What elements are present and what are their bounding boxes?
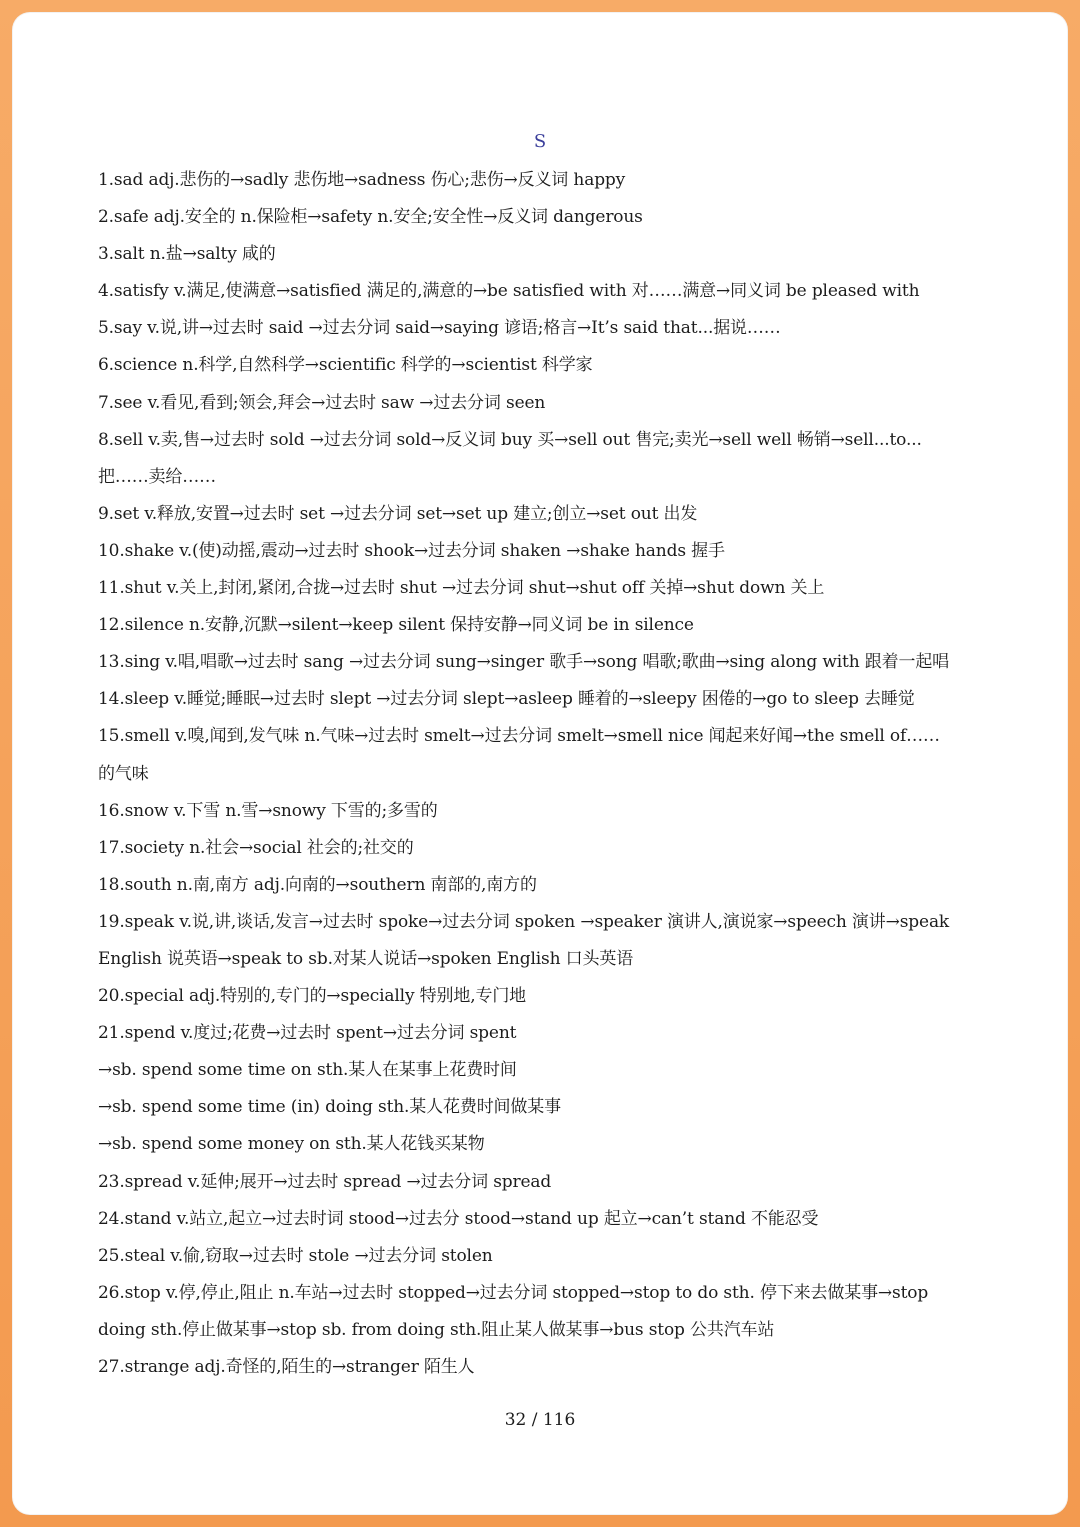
vocabulary-line: 15.smell v.嗅,闻到,发气味 n.气味→过去时 smelt→过去分词 smelt→smell nice 闻起来好闻→the smell of…… bbox=[98, 726, 940, 747]
vocabulary-line: 20.special adj.特别的,专门的→specially 特别地,专门地 bbox=[98, 986, 527, 1007]
vocabulary-list bbox=[98, 162, 998, 1386]
vocabulary-line: 1.sad adj.悲伤的→sadly 悲伤地→sadness 伤心;悲伤→反义词 happy bbox=[98, 170, 626, 190]
vocabulary-line: 25.steal v.偷,窃取→过去时 stole →过去分词 stolen bbox=[98, 1245, 493, 1266]
vocabulary-line: 17.society n.社会→social 社会的;社交的 bbox=[98, 837, 414, 858]
vocabulary-line: 26.stop v.停,停止,阻止 n.车站→过去时 stopped→过去分词 stopped→stop to do sth. 停下来去做某事→stop bbox=[98, 1282, 929, 1303]
vocabulary-line: 7.see v.看见,看到;领会,拜会→过去时 saw →过去分词 seen bbox=[98, 392, 546, 413]
vocabulary-line: 10.shake v.(使)动摇,震动→过去时 shook→过去分词 shaken →shake hands 握手 bbox=[98, 540, 725, 561]
vocabulary-line: →sb. spend some time on sth.某人在某事上花费时间 bbox=[98, 1060, 517, 1081]
vocabulary-line: 13.sing v.唱,唱歌→过去时 sang →过去分词 sung→singer 歌手→song 唱歌;歌曲→sing along with 跟着一起唱 bbox=[98, 652, 950, 673]
vocabulary-line: 19.speak v.说,讲,谈话,发言→过去时 spoke→过去分词 spoken →speaker 演讲人,演说家→speech 演讲→speak bbox=[98, 911, 950, 932]
vocabulary-line: 16.snow v.下雪 n.雪→snowy 下雪的;多雪的 bbox=[98, 800, 438, 821]
vocabulary-line: 27.strange adj.奇怪的,陌生的→stranger 陌生人 bbox=[98, 1357, 475, 1377]
vocabulary-line: 24.stand v.站立,起立→过去时词 stood→过去分 stood→stand up 起立→can’t stand 不能忍受 bbox=[98, 1208, 819, 1229]
vocabulary-line: 8.sell v.卖,售→过去时 sold →过去分词 sold→反义词 buy 买→sell out 售完;卖光→sell well 畅销→sell...to... bbox=[98, 429, 922, 450]
vocabulary-line: 6.science n.科学,自然科学→scientific 科学的→scientist 科学家 bbox=[98, 355, 593, 376]
vocabulary-line: 9.set v.释放,安置→过去时 set →过去分词 set→set up 建立;创立→set out 出发 bbox=[98, 503, 698, 524]
document-page bbox=[12, 12, 1068, 1515]
vocabulary-line: 3.salt n.盐→salty 咸的 bbox=[98, 244, 276, 265]
vocabulary-line: →sb. spend some time (in) doing sth.某人花费时间做某事 bbox=[98, 1097, 561, 1118]
vocabulary-line: 23.spread v.延伸;展开→过去时 spread →过去分词 spread bbox=[98, 1171, 552, 1192]
vocabulary-line: doing sth.停止做某事→stop sb. from doing sth.阻止某人做某事→bus stop 公共汽车站 bbox=[98, 1319, 775, 1340]
vocabulary-line: 11.shut v.关上,封闭,紧闭,合拢→过去时 shut →过去分词 shut→shut off 关掉→shut down 关上 bbox=[98, 578, 825, 599]
vocabulary-line: 把……卖给…… bbox=[98, 466, 216, 487]
vocabulary-line: 4.satisfy v.满足,使满意→satisfied 满足的,满意的→be satisfied with 对……满意→同义词 be pleased with bbox=[98, 281, 920, 302]
vocabulary-line: 12.silence n.安静,沉默→silent→keep silent 保持安静→同义词 be in silence bbox=[98, 615, 694, 636]
vocabulary-line: 18.south n.南,南方 adj.向南的→southern 南部的,南方的 bbox=[98, 874, 537, 895]
vocabulary-line: 14.sleep v.睡觉;睡眠→过去时 slept →过去分词 slept→asleep 睡着的→sleepy 困倦的→go to sleep 去睡觉 bbox=[98, 689, 915, 710]
vocabulary-line: 5.say v.说,讲→过去时 said →过去分词 said→saying 谚语;格言→It’s said that...据说…… bbox=[98, 318, 781, 339]
vocabulary-line: 的气味 bbox=[98, 763, 149, 784]
section-heading: S bbox=[533, 131, 547, 152]
vocabulary-line: English 说英语→speak to sb.对某人说话→spoken English 口头英语 bbox=[98, 948, 634, 969]
vocabulary-line: 2.safe adj.安全的 n.保险柜→safety n.安全;安全性→反义词 dangerous bbox=[98, 207, 643, 228]
vocabulary-line: 21.spend v.度过;花费→过去时 spent→过去分词 spent bbox=[98, 1023, 517, 1044]
vocabulary-line: →sb. spend some money on sth.某人花钱买某物 bbox=[98, 1134, 485, 1155]
page-number: 32 / 116 bbox=[504, 1410, 576, 1430]
